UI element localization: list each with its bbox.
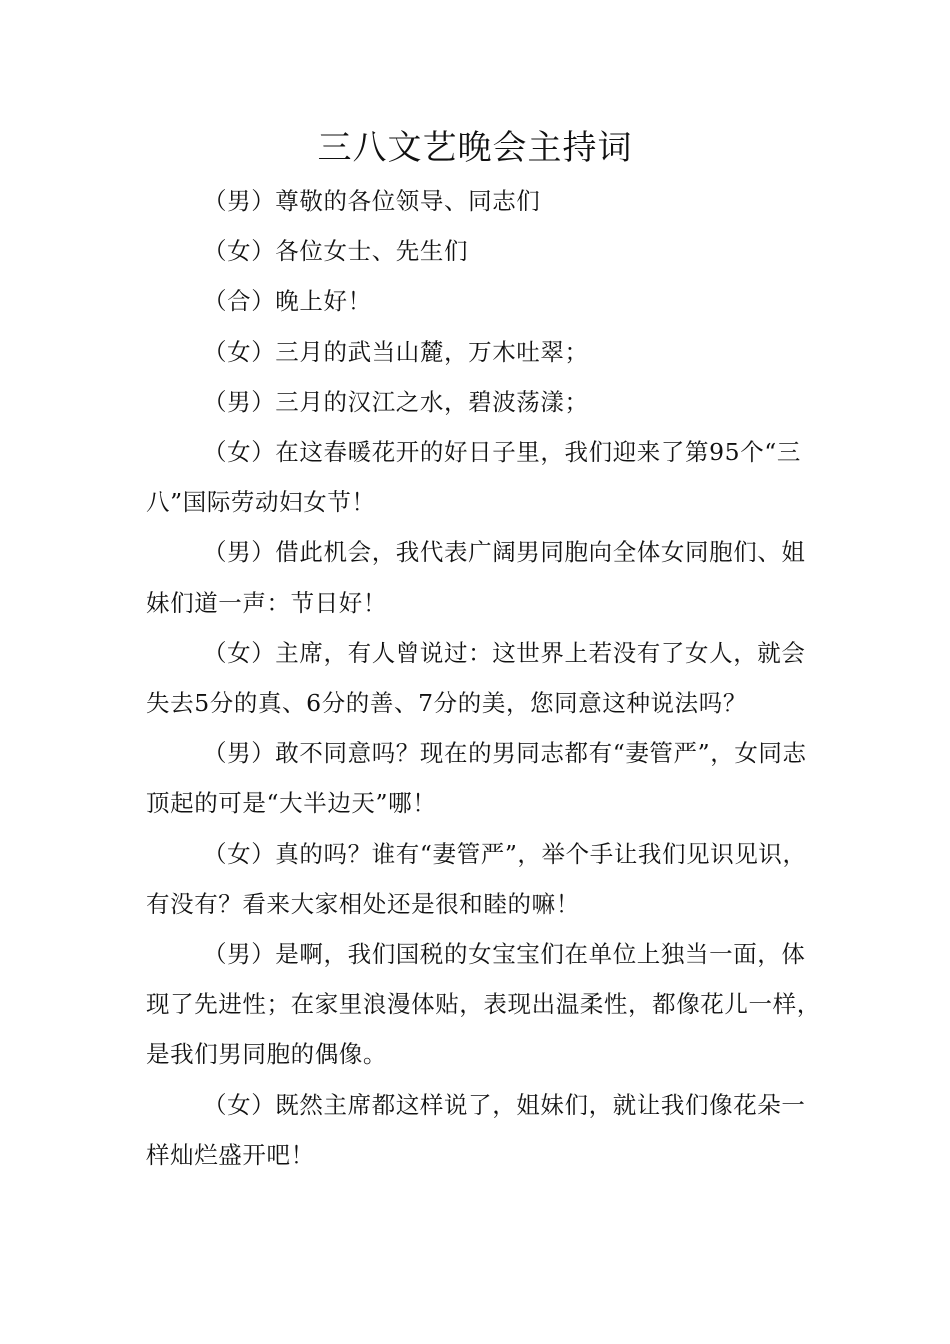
paragraph: （男）借此机会，我代表广阔男同胞向全体女同胞们、姐妹们道一声：节日好！	[146, 538, 806, 617]
paragraph: （男）尊敬的各位领导、同志们	[203, 187, 541, 215]
paragraph: （男）敢不同意吗？现在的男同志都有“妻管严”，女同志顶起的可是“大半边天”哪！	[146, 739, 807, 818]
paragraph: （合）晚上好！	[203, 287, 372, 316]
document-title: 三八文艺晚会主持词	[317, 128, 633, 168]
paragraph: （女）各位女士、先生们	[203, 237, 469, 266]
paragraph: （男）三月的汉江之水，碧波荡漾；	[203, 387, 589, 416]
paragraph: （女）既然主席都这样说了，姐妹们，就让我们像花朵一样灿烂盛开吧！	[146, 1090, 806, 1169]
paragraph: （女）真的吗？谁有“妻管严”，举个手让我们见识见识，有没有？看来大家相处还是很和睦的嘛！	[146, 839, 807, 918]
paragraph: （男）是啊，我们国税的女宝宝们在单位上独当一面，体现了先进性；在家里浪漫体贴，表现出温柔性，都像花儿一样，是我们男同胞的偶像。	[146, 940, 821, 1069]
document-body	[146, 176, 826, 1180]
paragraph: （女）在这春暖花开的好日子里，我们迎来了第95个“三八”国际劳动妇女节！	[146, 438, 802, 517]
paragraph: （女）三月的武当山麓，万木吐翠；	[203, 337, 589, 366]
paragraph: （女）主席，有人曾说过：这世界上若没有了女人，就会失去5分的真、6分的善、7分的美，您同意这种说法吗？	[146, 638, 806, 718]
